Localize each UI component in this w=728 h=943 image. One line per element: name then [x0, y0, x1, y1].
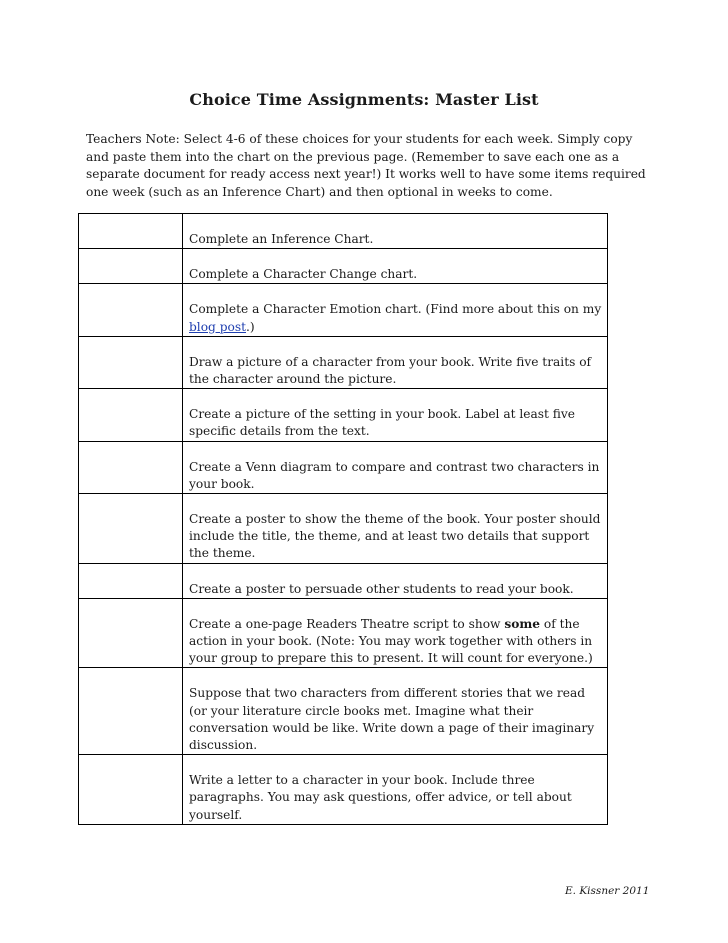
assignment-text: Draw a picture of a character from your book. Write five traits of the character around the picture.	[183, 336, 608, 388]
assignment-text: Write a letter to a character in your book. Include three paragraphs. You may ask questions, offer advice, or tell about yourself.	[183, 755, 608, 825]
blank-cell	[79, 336, 183, 388]
assignment-text: Create a picture of the setting in your book. Label at least five specific details from the text.	[183, 389, 608, 441]
assignment-text-part: Complete a Character Emotion chart. (Find more about this on my	[189, 302, 602, 317]
choices-table	[78, 213, 608, 825]
emphasis-some: some	[504, 616, 540, 631]
assignment-text-part: .)	[246, 319, 255, 334]
table-row	[79, 284, 608, 336]
assignment-text: Create a poster to persuade other students to read your book.	[183, 563, 608, 598]
blank-cell	[79, 214, 183, 249]
teachers-note: Teachers Note: Select 4-6 of these choices for your students for each week. Simply copy and paste them into the chart on the previous page. (Remember to save each one as a separate document for ready access next year!) It works well to have some items required one week (such as an Inference Chart) and then optional in weeks to come.	[86, 132, 646, 199]
table-row	[79, 598, 608, 668]
table-row	[79, 389, 608, 441]
table-row	[79, 336, 608, 388]
assignment-text: Complete an Inference Chart.	[183, 214, 608, 249]
blank-cell	[79, 563, 183, 598]
page-title: Choice Time Assignments: Master List	[189, 90, 539, 109]
assignment-text-part: Create a one-page Readers Theatre script to show	[189, 616, 505, 631]
assignment-text-part: of the action in your book. (Note: You may work together with others in your group to prepare this to present. It will count for everyone.)	[189, 616, 593, 666]
blank-cell	[79, 494, 183, 564]
blank-cell	[79, 249, 183, 284]
table-row	[79, 494, 608, 564]
blank-cell	[79, 284, 183, 336]
blank-cell	[79, 441, 183, 493]
table-row	[79, 214, 608, 249]
assignment-text	[183, 598, 608, 668]
table-row	[79, 668, 608, 755]
table-row	[79, 441, 608, 493]
assignment-text: Suppose that two characters from different stories that we read (or your literature circle books met. Imagine what their conversation would be like. Write down a page of their imaginary discussion.	[183, 668, 608, 755]
blank-cell	[79, 755, 183, 825]
blank-cell	[79, 668, 183, 755]
table-row	[79, 563, 608, 598]
table-row	[79, 249, 608, 284]
blank-cell	[79, 389, 183, 441]
blog-post-link[interactable]: blog post	[189, 319, 247, 334]
assignment-text	[183, 284, 608, 336]
assignment-text: Create a Venn diagram to compare and contrast two characters in your book.	[183, 441, 608, 493]
assignment-text: Complete a Character Change chart.	[183, 249, 608, 284]
footer-author: E. Kissner 2011	[565, 885, 650, 897]
table-row	[79, 755, 608, 825]
blank-cell	[79, 598, 183, 668]
assignment-text: Create a poster to show the theme of the book. Your poster should include the title, the theme, and at least two details that support the theme.	[183, 494, 608, 564]
